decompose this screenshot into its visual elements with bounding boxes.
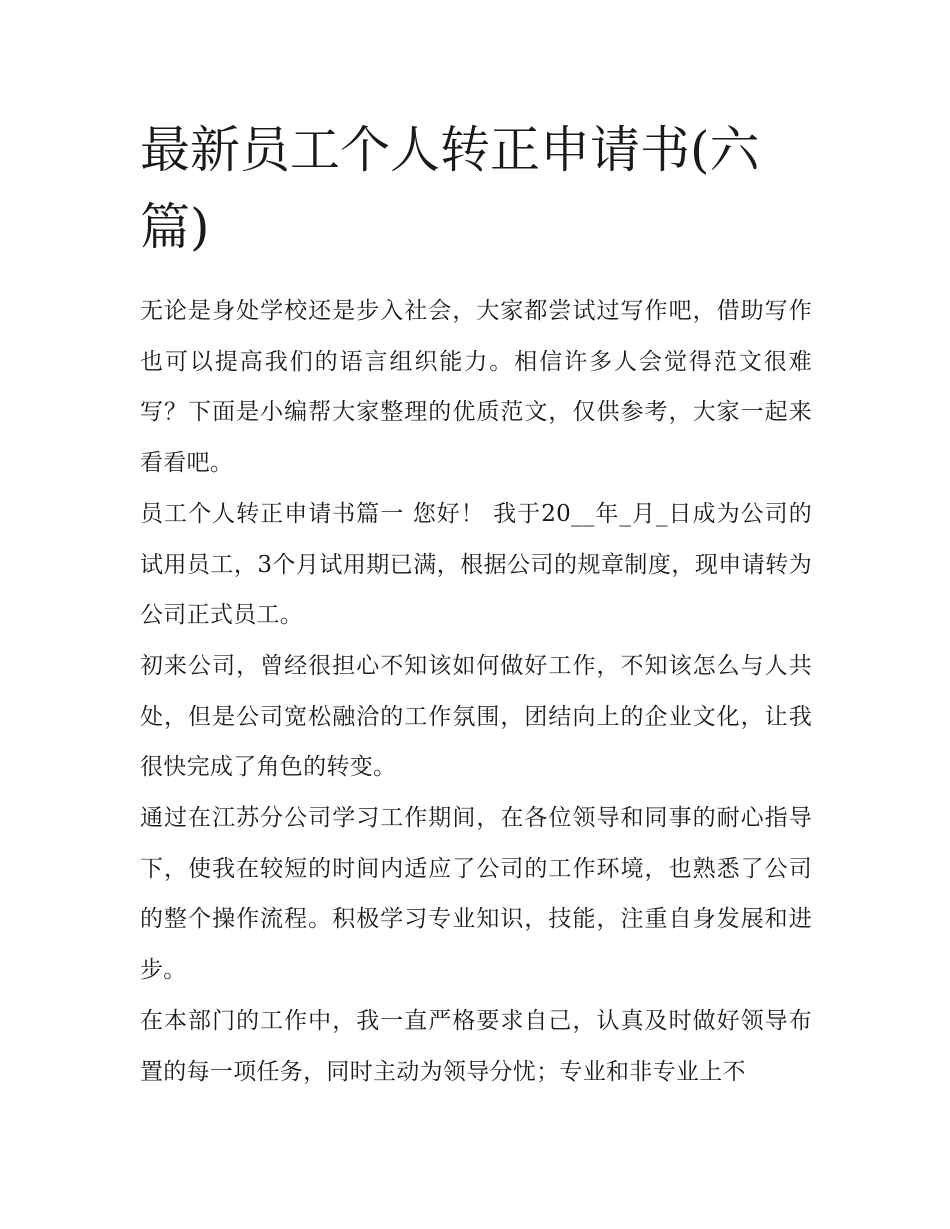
document-body bbox=[140, 286, 812, 1097]
paragraph-learning: 通过在江苏分公司学习工作期间，在各位领导和同事的耐心指导下，使我在较短的时间内适应了公司的工作环境，也熟悉了公司的整个操作流程。积极学习专业知识，技能，注重自身发展和进步。 bbox=[140, 805, 812, 984]
document-page bbox=[140, 112, 812, 1097]
paragraph-application: 员工个人转正申请书篇一 您好！ 我于20__年_月_日成为公司的试用员工，3个月试用期已满，根据公司的规章制度，现申请转为公司正式员工。 bbox=[140, 500, 812, 629]
paragraph-work-attitude: 在本部门的工作中，我一直严格要求自己，认真及时做好领导布置的每一项任务，同时主动为领导分忧；专业和非专业上不 bbox=[140, 1007, 812, 1085]
paragraph-adaptation: 初来公司，曾经很担心不知该如何做好工作，不知该怎么与人共处，但是公司宽松融洽的工作氛围，团结向上的企业文化，让我很快完成了角色的转变。 bbox=[140, 652, 812, 781]
document-title: 最新员工个人转正申请书(六篇) bbox=[140, 121, 760, 256]
paragraph-intro: 无论是身处学校还是步入社会，大家都尝试过写作吧，借助写作也可以提高我们的语言组织能力。相信许多人会觉得范文很难写？下面是小编帮大家整理的优质范文，仅供参考，大家一起来看看吧。 bbox=[140, 298, 812, 477]
